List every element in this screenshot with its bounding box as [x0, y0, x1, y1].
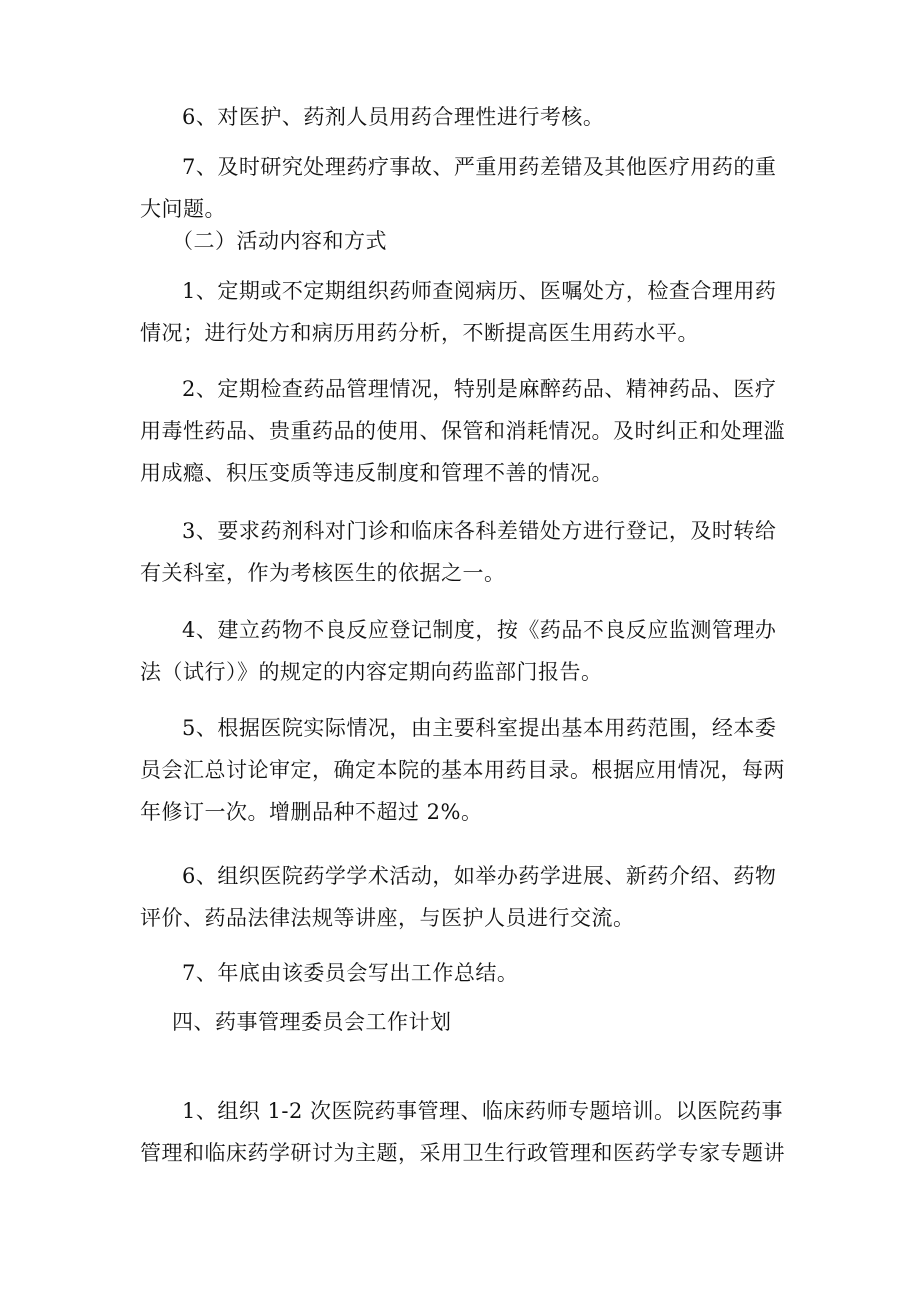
- paragraph-activity-7: 7、年底由该委员会写出工作总结。: [182, 961, 519, 985]
- paragraph-activity-4: 4、建立药物不良反应登记制度，按《药品不良反应监测管理办法（试行）》的规定的内容定期向药监部门报告。: [140, 618, 777, 684]
- paragraph-activity-1: 1、定期或不定期组织药师查阅病历、医嘱处方，检查合理用药情况；进行处方和病历用药分析，不断提高医生用药水平。: [140, 279, 777, 345]
- section-heading-activities: （二）活动内容和方式: [172, 229, 387, 253]
- paragraph-plan-1: 1、组织 1-2 次医院药事管理、临床药师专题培训。以医院药事管理和临床药学研讨为主题，采用卫生行政管理和医药学专家专题讲: [140, 1099, 785, 1165]
- section-heading-work-plan: 四、药事管理委员会工作计划: [172, 1010, 452, 1034]
- paragraph-activity-3: 3、要求药剂科对门诊和临床各科差错处方进行登记，及时转给有关科室，作为考核医生的依据之一。: [140, 519, 777, 585]
- paragraph-activity-2: 2、定期检查药品管理情况，特别是麻醉药品、精神药品、医疗用毒性药品、贵重药品的使用、保管和消耗情况。及时纠正和处理滥用成瘾、积压变质等违反制度和管理不善的情况。: [140, 377, 785, 485]
- paragraph-activity-6: 6、组织医院药学学术活动，如举办药学进展、新药介绍、药物评价、药品法律法规等讲座，与医护人员进行交流。: [140, 864, 777, 930]
- paragraph-activity-5: 5、根据医院实际情况，由主要科室提出基本用药范围，经本委员会汇总讨论审定，确定本院的基本用药目录。根据应用情况，每两年修订一次。增删品种不超过 2%。: [140, 716, 785, 824]
- paragraph-item-6-assessment: 6、对医护、药剂人员用药合理性进行考核。: [182, 105, 605, 129]
- paragraph-item-7-major-issues: 7、及时研究处理药疗事故、严重用药差错及其他医疗用药的重大问题。: [140, 155, 777, 221]
